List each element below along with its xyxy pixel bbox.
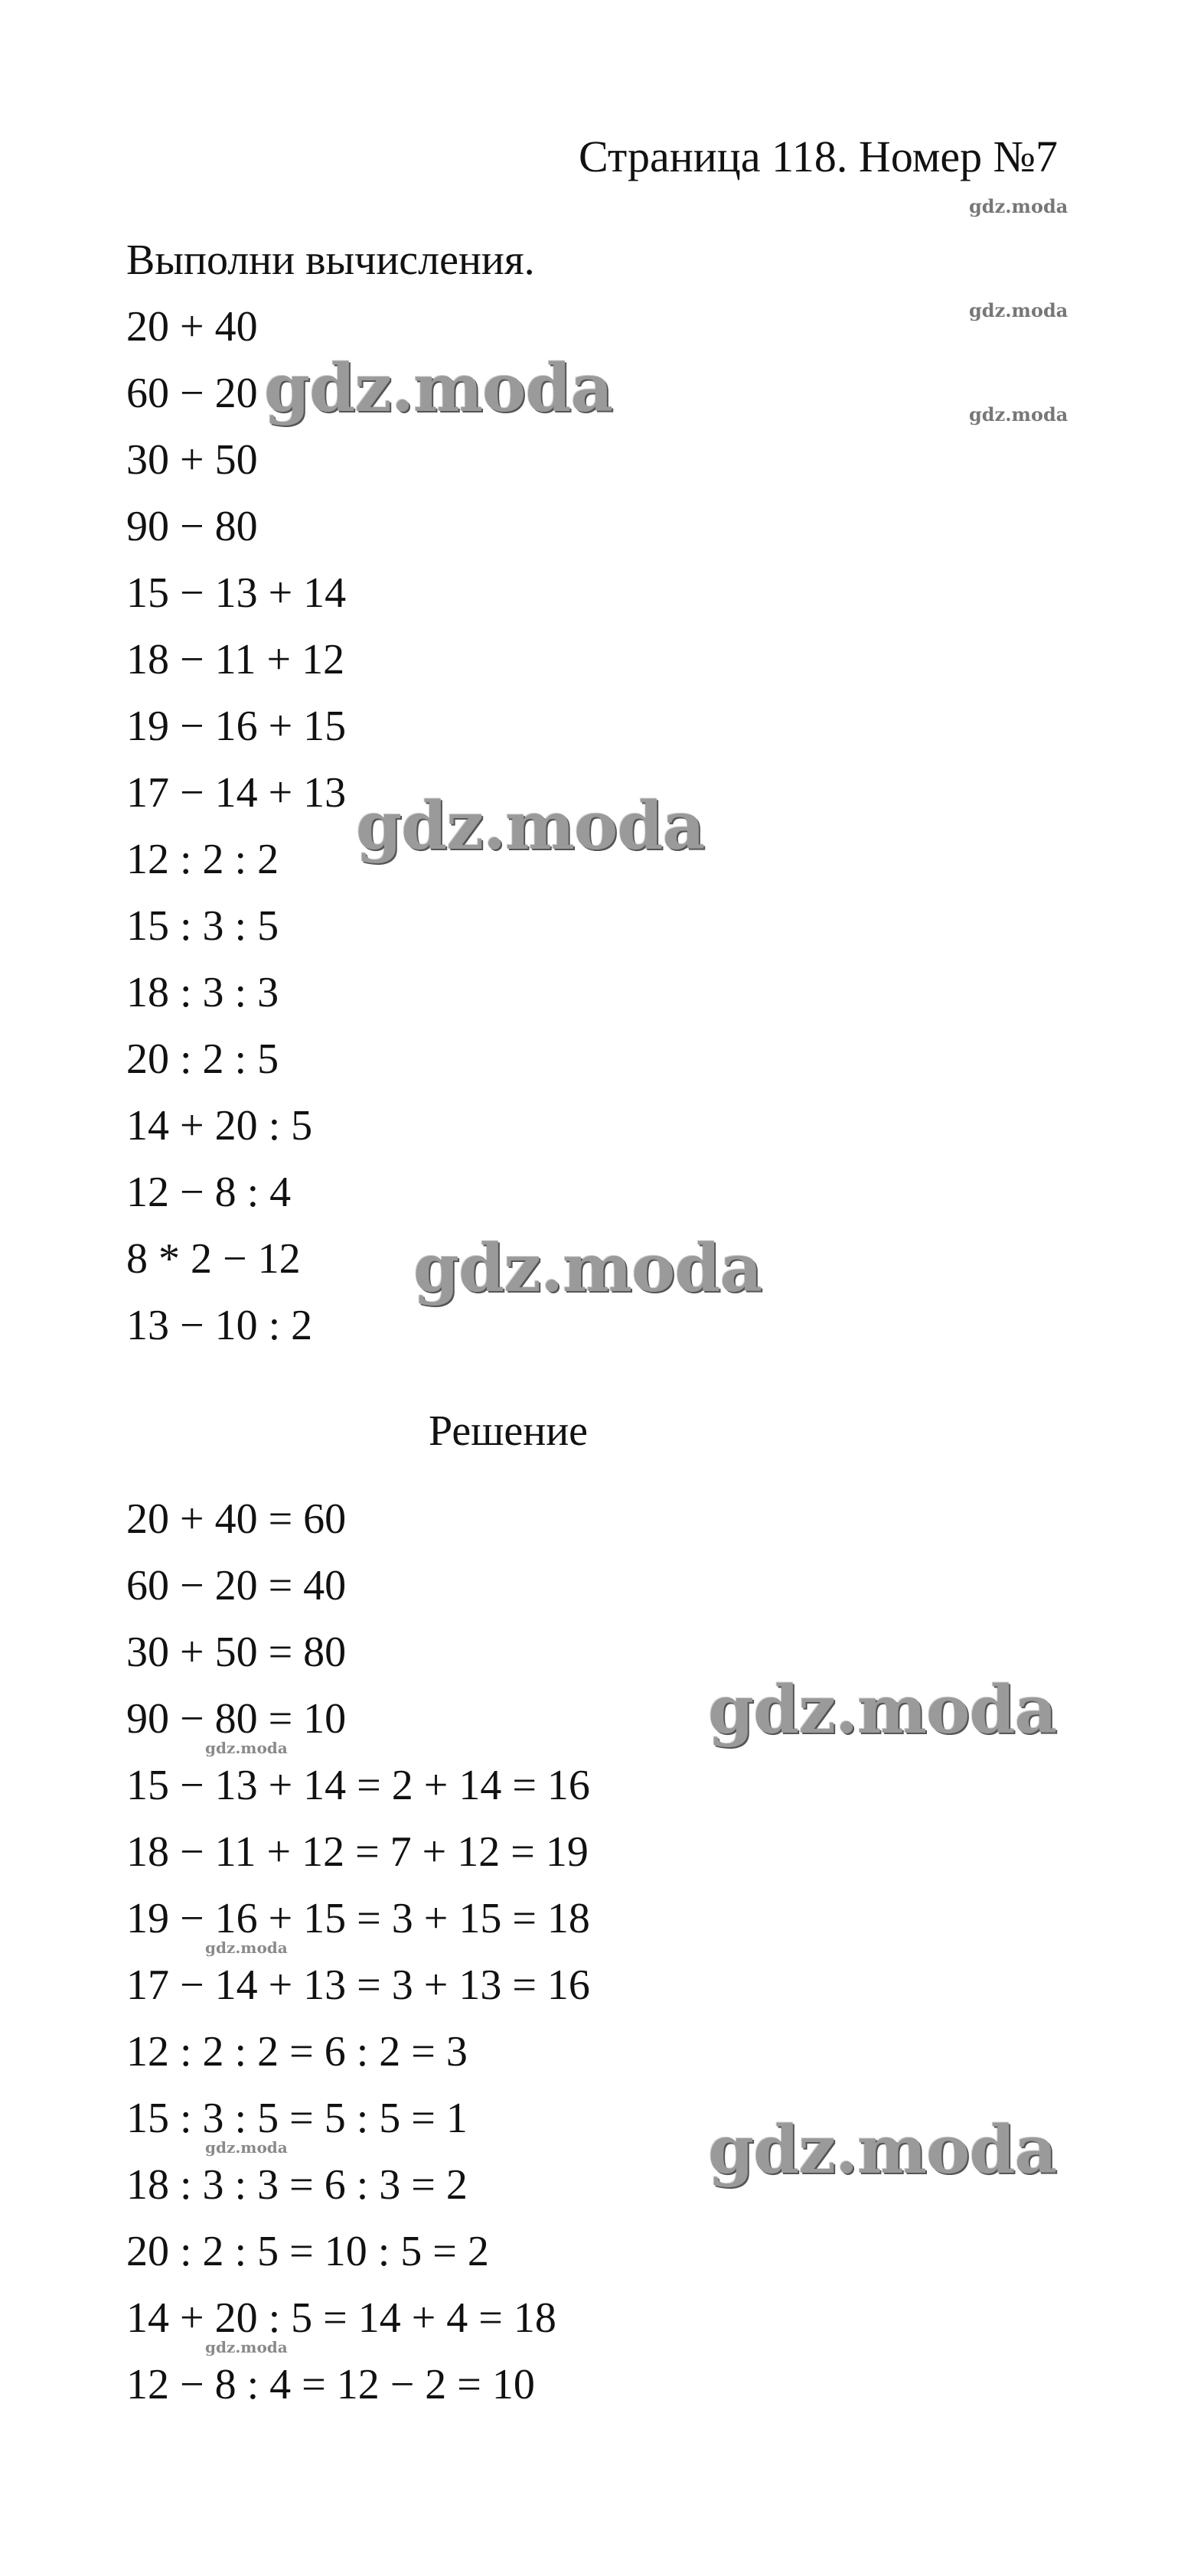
task-expression: 8 * 2 − 12 (126, 1235, 301, 1283)
task-expression: 15 − 13 + 14 (126, 569, 347, 617)
task-expression: 90 − 80 (126, 503, 258, 550)
watermark-small: gdz.moda (969, 403, 1068, 426)
solution-heading: Решение (429, 1407, 589, 1455)
watermark-large: gdz.moda (264, 350, 613, 427)
task-expression: 20 + 40 (126, 303, 258, 351)
page-title: Страница 118. Номер №7 (579, 132, 1058, 181)
task-expression: 19 − 16 + 15 (126, 703, 347, 750)
solution-line: 19 − 16 + 15 = 3 + 15 = 18 (126, 1895, 590, 1942)
watermark-small: gdz.moda (969, 299, 1068, 321)
task-title: Выполни вычисления. (126, 236, 535, 284)
watermark-small: gdz.moda (969, 195, 1068, 217)
task-expression: 15 : 3 : 5 (126, 902, 279, 950)
task-expression: 17 − 14 + 13 (126, 769, 347, 817)
task-expression: 30 + 50 (126, 436, 258, 484)
watermark-mini: gdz.moda (205, 2338, 288, 2356)
watermark-large: gdz.moda (413, 1230, 762, 1307)
task-expression: 18 − 11 + 12 (126, 636, 345, 683)
solution-line: 15 − 13 + 14 = 2 + 14 = 16 (126, 1762, 590, 1809)
watermark-mini: gdz.moda (205, 1939, 288, 1957)
solution-line: 90 − 80 = 10 (126, 1695, 347, 1743)
task-expression: 18 : 3 : 3 (126, 969, 279, 1016)
solution-line: 12 : 2 : 2 = 6 : 2 = 3 (126, 2028, 468, 2075)
solution-line: 15 : 3 : 5 = 5 : 5 = 1 (126, 2095, 468, 2142)
task-expression: 13 − 10 : 2 (126, 1302, 313, 1349)
solution-line: 60 − 20 = 40 (126, 1562, 347, 1609)
solution-line: 20 + 40 = 60 (126, 1495, 347, 1543)
solution-line: 30 + 50 = 80 (126, 1629, 347, 1676)
task-expression: 14 + 20 : 5 (126, 1102, 313, 1149)
watermark-large: gdz.moda (708, 1671, 1057, 1749)
watermark-mini: gdz.moda (205, 1739, 288, 1757)
solution-line: 18 : 3 : 3 = 6 : 3 = 2 (126, 2161, 468, 2209)
solution-line: 20 : 2 : 5 = 10 : 5 = 2 (126, 2228, 489, 2275)
solution-line: 14 + 20 : 5 = 14 + 4 = 18 (126, 2294, 556, 2342)
task-expression: 60 − 20 (126, 370, 258, 417)
solution-line: 17 − 14 + 13 = 3 + 13 = 16 (126, 1961, 590, 2009)
task-expression: 12 − 8 : 4 (126, 1169, 292, 1216)
task-expression: 12 : 2 : 2 (126, 836, 279, 883)
watermark-large: gdz.moda (356, 787, 705, 865)
watermark-large: gdz.moda (708, 2111, 1057, 2189)
task-expression: 20 : 2 : 5 (126, 1035, 279, 1083)
solution-line: 12 − 8 : 4 = 12 − 2 = 10 (126, 2361, 535, 2408)
solution-line: 18 − 11 + 12 = 7 + 12 = 19 (126, 1828, 589, 1876)
watermark-mini: gdz.moda (205, 2138, 288, 2157)
